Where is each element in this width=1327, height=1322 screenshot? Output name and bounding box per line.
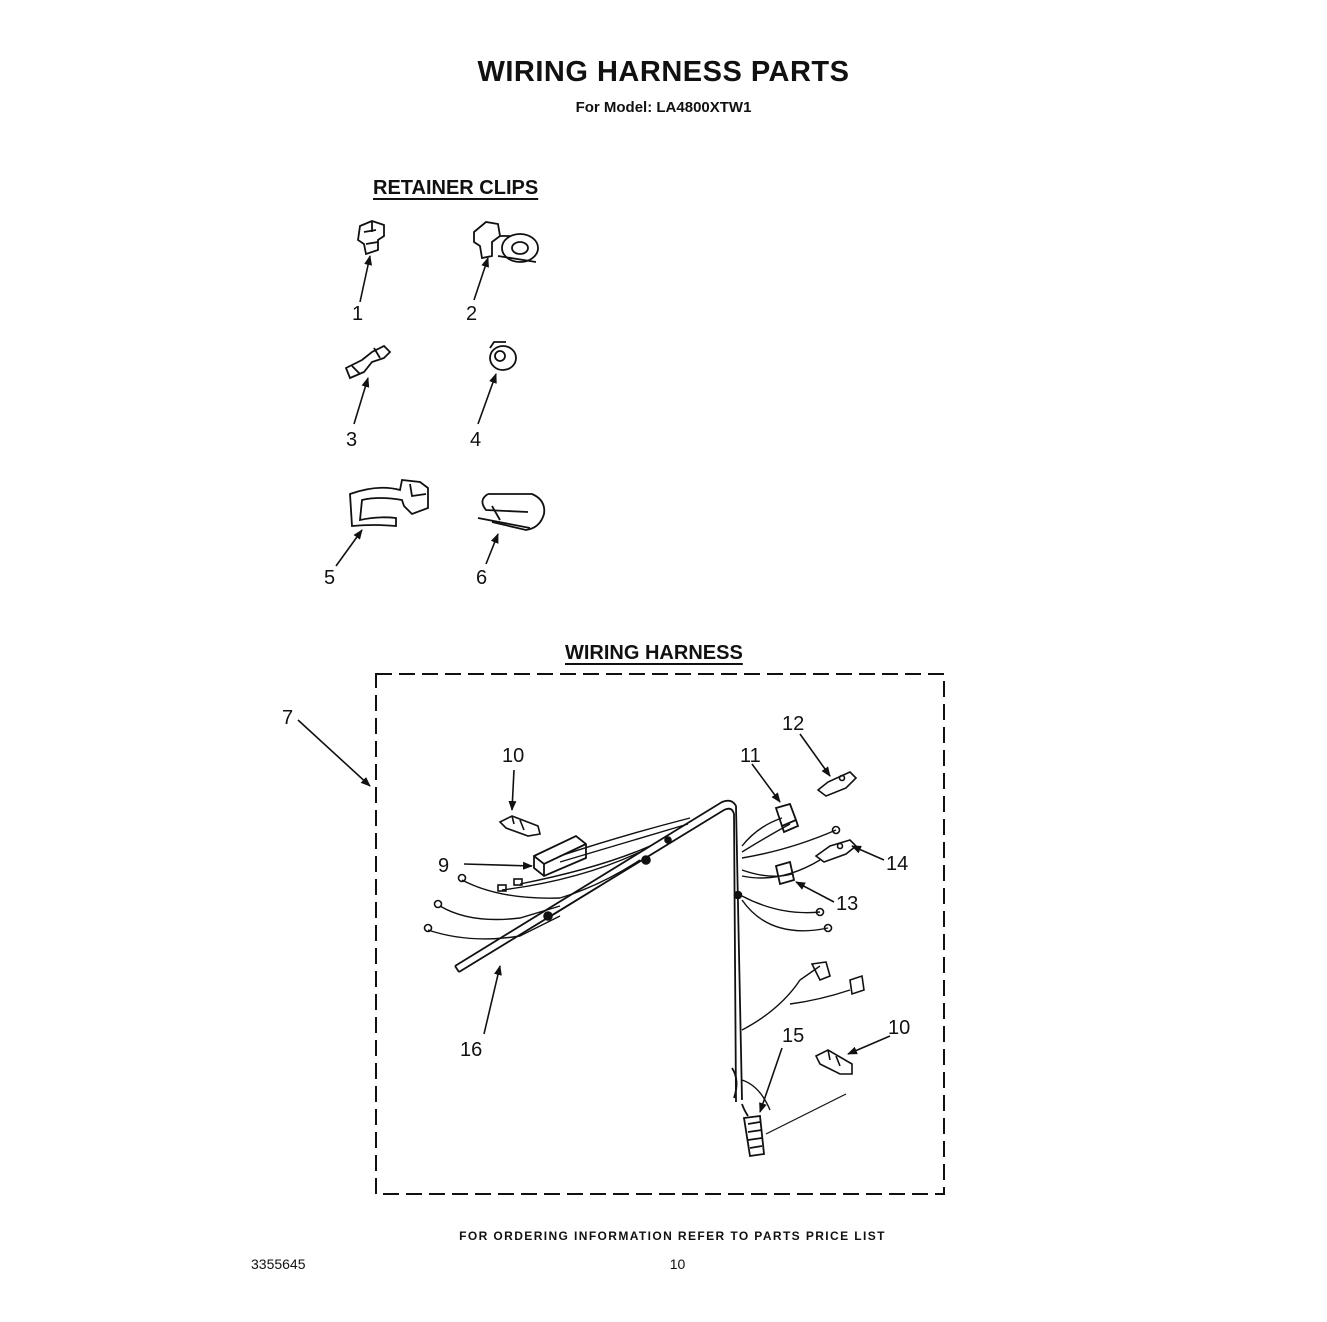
leader-line-10-upper	[512, 770, 514, 810]
leader-line-1	[360, 256, 370, 302]
callout-5: 5	[324, 567, 336, 589]
leader-line-16	[484, 966, 500, 1034]
retainer-clip-1-drawing	[358, 221, 384, 254]
callout-12: 12	[782, 713, 805, 735]
callout-16: 16	[460, 1039, 483, 1061]
callout-4: 4	[470, 429, 482, 451]
callout-14: 14	[886, 853, 909, 875]
callout-10-lower: 10	[888, 1017, 911, 1039]
callout-9: 9	[438, 855, 450, 877]
leader-line-13	[796, 882, 834, 902]
leader-line-10-lower	[848, 1036, 890, 1054]
page-number: 10	[669, 1256, 686, 1272]
terminal-10-lower-drawing	[816, 1050, 852, 1074]
leader-line-9	[464, 864, 532, 866]
leader-line-2	[474, 258, 488, 300]
retainer-clips-heading: RETAINER CLIPS	[373, 177, 539, 199]
wiring-harness-heading: WIRING HARNESS	[565, 642, 743, 664]
leader-line-14	[852, 846, 884, 860]
harness-left-terminals	[425, 837, 672, 932]
callout-10-upper: 10	[502, 745, 525, 767]
harness-right-branch-wires	[742, 818, 850, 1110]
connector-11-drawing	[776, 804, 798, 832]
terminal-12-drawing	[818, 772, 856, 796]
document-number: 3355645	[251, 1256, 306, 1272]
callout-13: 13	[836, 893, 859, 915]
callout-6: 6	[476, 567, 488, 589]
connector-15-tether-line	[766, 1094, 846, 1134]
terminal-10-upper-drawing	[500, 816, 540, 836]
harness-left-branch-wires	[428, 818, 690, 939]
harness-dashed-frame	[376, 674, 944, 1194]
connector-15-drawing	[732, 1068, 764, 1156]
leader-line-6	[486, 534, 498, 564]
page-title: WIRING HARNESS PARTS	[477, 56, 850, 88]
callout-2: 2	[466, 303, 478, 325]
harness-trunk-drawing	[455, 801, 742, 1102]
callout-3: 3	[346, 429, 358, 451]
ordering-info-note: FOR ORDERING INFORMATION REFER TO PARTS PRICE LIST	[459, 1229, 886, 1243]
retainer-clip-4-drawing	[490, 342, 516, 370]
retainer-clip-6-drawing	[478, 494, 544, 530]
callout-7: 7	[282, 707, 294, 729]
callout-15: 15	[782, 1025, 805, 1047]
retainer-clip-3-drawing	[346, 346, 390, 378]
retainer-clip-2-drawing	[474, 222, 538, 262]
leader-line-15	[760, 1048, 782, 1112]
leader-line-7	[298, 720, 370, 786]
leader-line-4	[478, 374, 496, 424]
callout-1: 1	[352, 303, 364, 325]
terminal-14-drawing	[816, 840, 856, 862]
model-subtitle: For Model: LA4800XTW1	[575, 99, 752, 116]
leader-line-11	[752, 764, 780, 802]
retainer-clip-5-drawing	[350, 480, 428, 526]
leader-line-3	[354, 378, 368, 424]
leader-line-5	[336, 530, 362, 566]
leader-line-12	[800, 734, 830, 776]
callout-11: 11	[740, 745, 761, 767]
